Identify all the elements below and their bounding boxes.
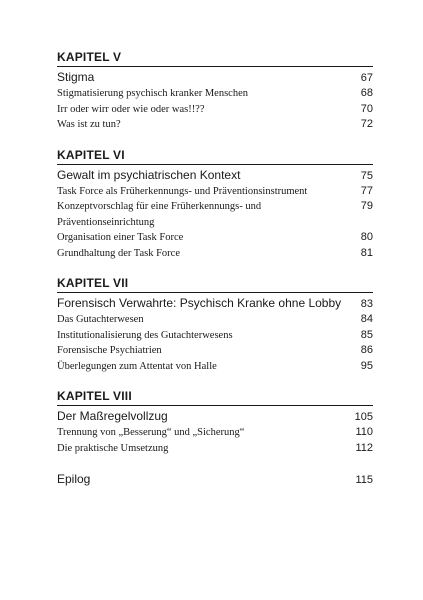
entry-page-number: 85 — [360, 328, 373, 341]
toc-entry[interactable] — [57, 425, 373, 441]
epilog-page-number: 115 — [355, 474, 373, 486]
chapter-heading[interactable] — [57, 408, 373, 425]
chapter-rule — [57, 164, 373, 165]
entry-title: Task Force als Früherkennungs- und Präventionsinstrument — [57, 185, 308, 197]
entry-page-number: 110 — [355, 426, 373, 438]
chapter-label: KAPITEL VIII — [57, 389, 132, 403]
toc-entry[interactable] — [57, 199, 373, 230]
toc-entry[interactable] — [57, 441, 373, 457]
chapter-rule — [57, 405, 373, 406]
entry-page-number: 79 — [360, 200, 373, 212]
epilog-title: Epilog — [57, 472, 91, 486]
entry-page-number: 72 — [360, 118, 373, 130]
entry-page-number: 86 — [360, 344, 373, 356]
entry-page-number: 84 — [360, 313, 373, 325]
chapter-title: Forensisch Verwahrte: Psychisch Kranke ohne Lobby — [57, 296, 342, 310]
toc-entry[interactable] — [57, 328, 373, 344]
entry-page-number: 112 — [355, 441, 373, 454]
entry-page-number: 70 — [360, 102, 373, 115]
entry-title: Trennung von „Besserung“ und „Sicherung“ — [57, 427, 245, 438]
toc-entry[interactable] — [57, 117, 373, 133]
chapter-rule — [57, 292, 373, 293]
entry-title: Was ist zu tun? — [57, 119, 121, 130]
entry-page-number: 68 — [360, 87, 373, 99]
entry-page-number: 81 — [360, 246, 373, 259]
chapter-page-number: 75 — [360, 169, 373, 182]
entry-title: Irr oder wirr oder wie oder was!!?? — [57, 103, 205, 115]
toc-entry[interactable] — [57, 343, 373, 359]
toc-entry[interactable] — [57, 230, 373, 246]
entry-title: Das Gutachterwesen — [57, 314, 144, 325]
chapter-title: Stigma — [57, 70, 95, 84]
chapter-page-number: 105 — [354, 411, 373, 423]
chapter-page-number: 83 — [360, 298, 373, 310]
chapter-heading[interactable] — [57, 167, 373, 184]
entry-title: Organisation einer Task Force — [57, 232, 184, 243]
entry-title: Forensische Psychiatrien — [57, 345, 162, 356]
entry-page-number: 95 — [360, 359, 373, 372]
chapter-block — [57, 389, 373, 456]
chapter-page-number: 67 — [360, 72, 373, 84]
toc-entry[interactable] — [57, 184, 373, 200]
chapter-title: Der Maßregelvollzug — [57, 409, 168, 423]
entry-title: Die praktische Umsetzung — [57, 442, 169, 454]
epilog-heading[interactable] — [57, 471, 373, 488]
toc-entry[interactable] — [57, 102, 373, 118]
toc-entry[interactable] — [57, 246, 373, 262]
entry-title: Institutionalisierung des Gutachterwesens — [57, 329, 233, 341]
chapter-label: KAPITEL VII — [57, 276, 129, 290]
chapter-block — [57, 50, 373, 133]
entry-title: Konzeptvorschlag für eine Früherkennungs- und Präventionseinrichtung — [57, 201, 262, 228]
toc-entry[interactable] — [57, 359, 373, 375]
chapter-block — [57, 148, 373, 262]
toc-entry[interactable] — [57, 86, 373, 102]
toc-entry[interactable] — [57, 312, 373, 328]
chapter-heading[interactable] — [57, 69, 373, 86]
entry-page-number: 77 — [360, 184, 373, 197]
chapter-heading[interactable] — [57, 295, 373, 312]
chapter-title: Gewalt im psychiatrischen Kontext — [57, 167, 241, 182]
entry-title: Grundhaltung der Task Force — [57, 247, 181, 259]
chapter-rule — [57, 66, 373, 67]
chapter-block — [57, 276, 373, 374]
entry-title: Stigmatisierung psychisch kranker Menschen — [57, 88, 248, 99]
table-of-contents — [57, 50, 373, 488]
chapter-label: KAPITEL VI — [57, 147, 125, 162]
chapter-label: KAPITEL V — [57, 50, 122, 64]
entry-page-number: 80 — [360, 231, 373, 243]
entry-title: Überlegungen zum Attentat von Halle — [57, 360, 217, 372]
